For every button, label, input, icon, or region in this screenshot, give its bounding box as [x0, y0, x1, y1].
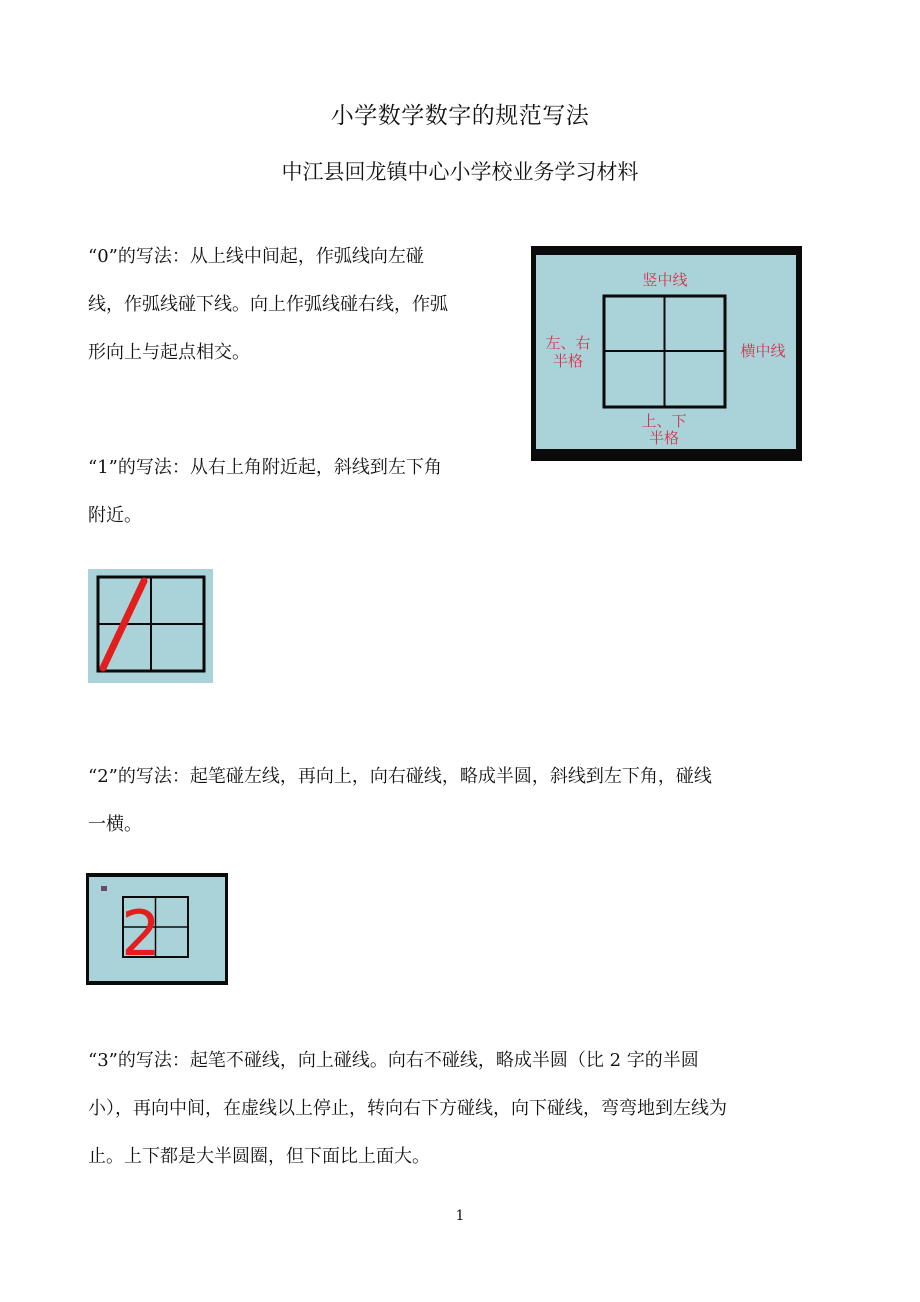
label-vertical-midline: 竖中线 [642, 271, 688, 289]
document-title: 小学数学数字的规范写法 [330, 103, 590, 129]
paragraph-three-line1: “3”的写法：起笔不碰线，向上碰线。向右不碰线，略成半圆（比 2 字的半圆 [88, 1050, 699, 1071]
paragraph-zero-line1: “0”的写法：从上线中间起，作弧线向左碰 [88, 246, 424, 267]
label-horizontal-midline: 横中线 [740, 342, 786, 360]
digit-two-marker [101, 886, 107, 891]
label-top-bottom-halves-line2: 半格 [648, 429, 680, 447]
paragraph-zero-line3: 形向上与起点相交。 [88, 342, 250, 363]
label-top-bottom-halves-line1: 上、下 [641, 412, 687, 430]
page-number: 1 [455, 1208, 465, 1224]
digit-one-diagram [88, 569, 213, 683]
document-subtitle: 中江县回龙镇中心小学校业务学习材料 [281, 160, 639, 184]
paragraph-zero [88, 233, 518, 377]
label-left-right-halves-line1: 左、右 [545, 334, 591, 352]
paragraph-zero-line2: 线，作弧线碰下线。向上作弧线碰右线，作弧 [88, 294, 448, 315]
label-left-right-halves-line2: 半格 [552, 352, 584, 370]
paragraph-one-line2: 附近。 [88, 505, 142, 526]
paragraph-one [88, 444, 528, 540]
paragraph-two [88, 753, 848, 849]
grid-explanation-diagram [531, 246, 802, 461]
digit-two-glyph: 2 [121, 897, 161, 970]
paragraph-three-line2: 小），再向中间，在虚线以上停止，转向右下方碰线，向下碰线，弯弯地到左线为 [88, 1098, 727, 1119]
digit-two-diagram [86, 873, 228, 985]
paragraph-two-line1: “2”的写法：起笔碰左线，再向上，向右碰线，略成半圆，斜线到左下角，碰线 [88, 766, 712, 787]
paragraph-three [88, 1037, 848, 1181]
paragraph-three-line3: 止。上下都是大半圆圈，但下面比上面大。 [88, 1146, 430, 1167]
paragraph-one-line1: “1”的写法：从右上角附近起，斜线到左下角 [88, 457, 442, 478]
paragraph-two-line2: 一横。 [88, 814, 142, 835]
